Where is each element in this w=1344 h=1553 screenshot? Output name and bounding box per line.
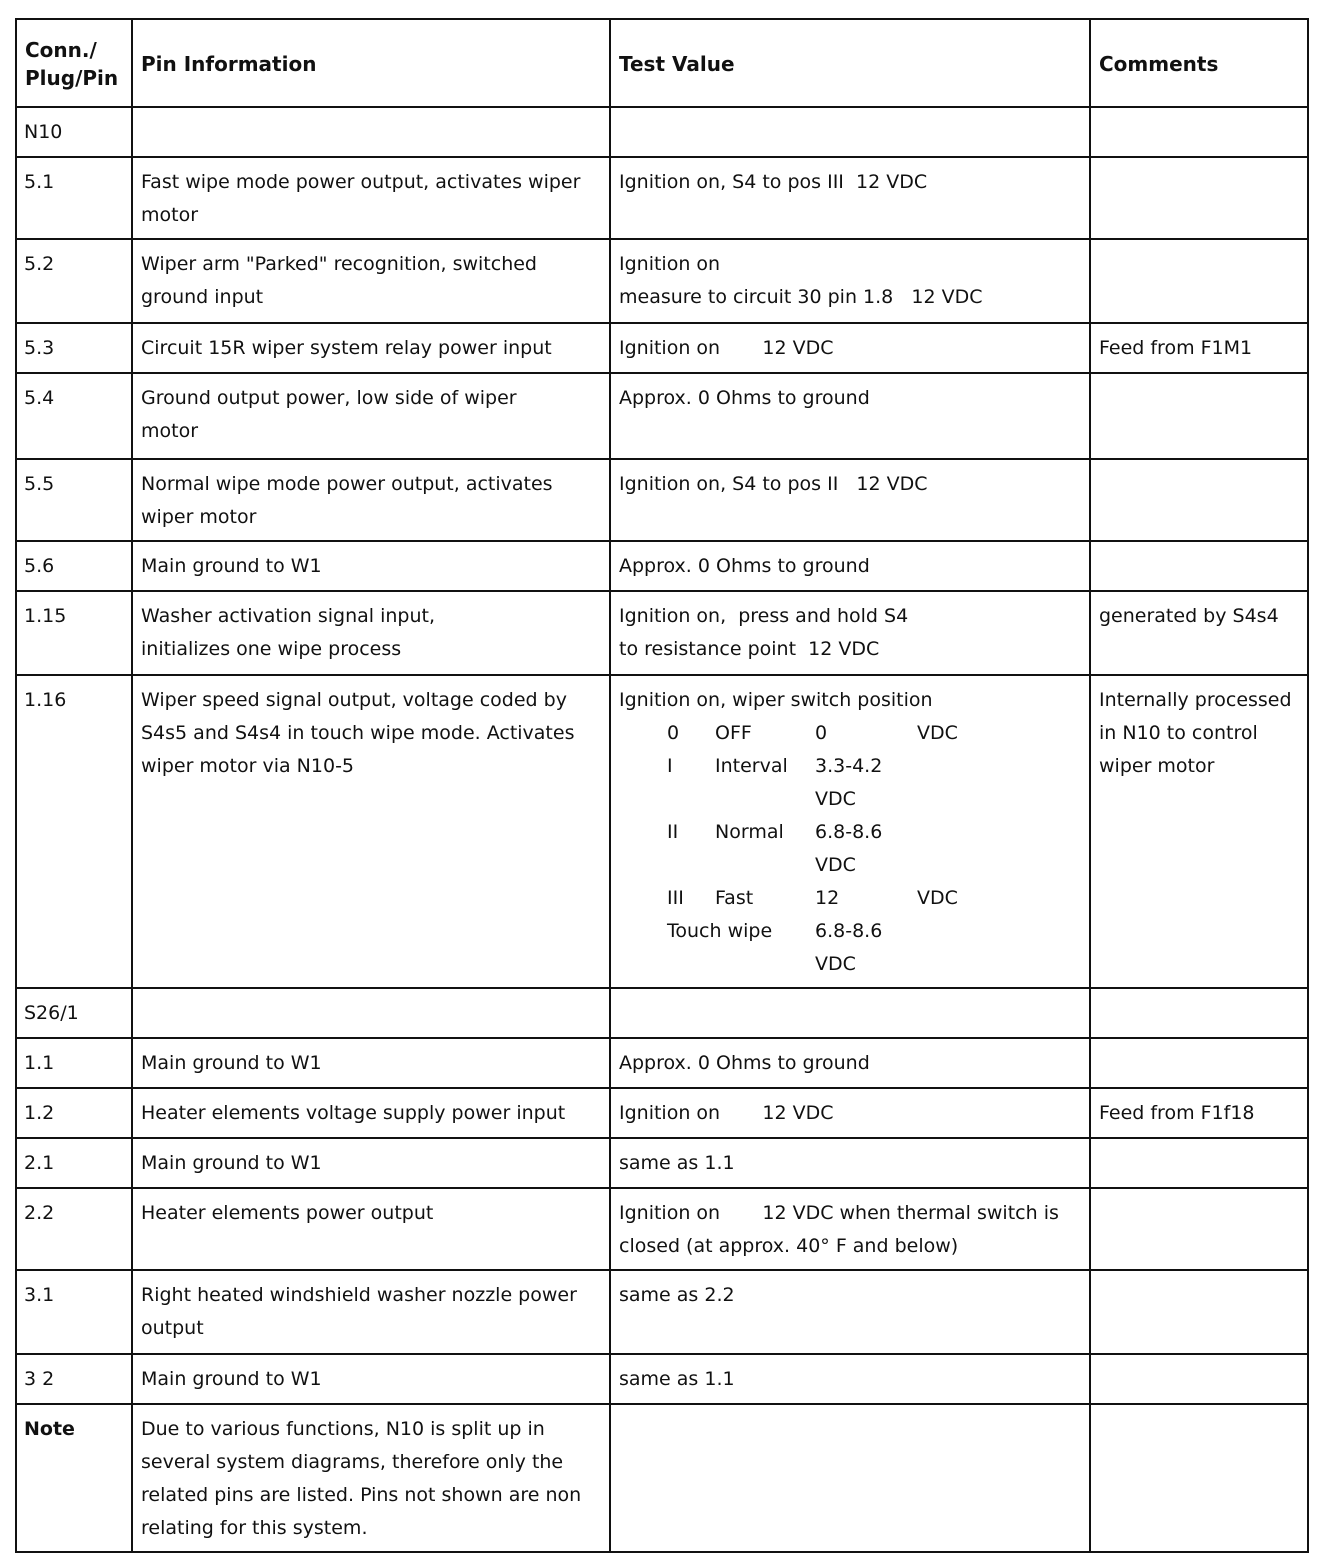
test-value-cell: Ignition on, S4 to pos III 12 VDC <box>610 157 1090 239</box>
switch-position-value: 3.3-4.2 VDC <box>815 755 883 810</box>
comment-cell <box>1090 1138 1308 1188</box>
table-row <box>16 373 1308 459</box>
table-row <box>16 323 1308 373</box>
pin-info-cell: Main ground to W1 <box>132 1354 610 1404</box>
switch-position-unit <box>917 750 963 816</box>
table-row <box>16 675 1308 988</box>
pin-info-cell: Due to various functions, N10 is split up in several system diagrams, therefore only the related pins are listed. Pins not shown are non relating for this system. <box>132 1404 610 1552</box>
header-row <box>16 19 1308 107</box>
comment-cell <box>1090 1038 1308 1088</box>
touch-wipe-label: Touch wipe <box>667 920 773 942</box>
header-conn: Conn./ Plug/Pin <box>16 19 132 107</box>
comment-cell: Feed from F1M1 <box>1090 323 1308 373</box>
table-row <box>16 988 1308 1038</box>
test-value-cell: Approx. 0 Ohms to ground <box>610 373 1090 459</box>
test-value-cell: same as 1.1 <box>610 1138 1090 1188</box>
pin-info-cell: Ground output power, low side of wiper motor <box>132 373 610 459</box>
test-value-cell: Approx. 0 Ohms to ground <box>610 1038 1090 1088</box>
pin-cell: N10 <box>16 107 132 157</box>
test-value-cell: Approx. 0 Ohms to ground <box>610 541 1090 591</box>
switch-position-value: 6.8-8.6 VDC <box>815 821 883 876</box>
pin-info-cell: Heater elements voltage supply power input <box>132 1088 610 1138</box>
comment-cell <box>1090 373 1308 459</box>
comment-cell <box>1090 1188 1308 1270</box>
comment-cell <box>1090 157 1308 239</box>
test-value-cell: Ignition on, press and hold S4 to resistance point 12 VDC <box>610 591 1090 675</box>
pin-info-cell: Right heated windshield washer nozzle power output <box>132 1270 610 1354</box>
switch-position-name: Interval <box>715 755 788 777</box>
header-test-value: Test Value <box>610 19 1090 107</box>
switch-position-name: Fast <box>715 887 754 909</box>
comment-cell <box>1090 239 1308 323</box>
pin-info-cell: Fast wipe mode power output, activates wiper motor <box>132 157 610 239</box>
pin-info-cell: Normal wipe mode power output, activates wiper motor <box>132 459 610 541</box>
pin-info-cell: Circuit 15R wiper system relay power input <box>132 323 610 373</box>
touch-wipe-value: 6.8-8.6 VDC <box>815 920 883 975</box>
switch-position-pos: I <box>667 755 673 777</box>
comment-cell <box>1090 1354 1308 1404</box>
comment-cell <box>1090 988 1308 1038</box>
comment-cell <box>1090 1270 1308 1354</box>
table-row <box>16 1188 1308 1270</box>
comment-cell <box>1090 541 1308 591</box>
pin-info-cell: Main ground to W1 <box>132 1038 610 1088</box>
switch-position-pos: III <box>667 887 684 909</box>
switch-position-value: 12 <box>815 887 840 909</box>
pin-cell: 2.1 <box>16 1138 132 1188</box>
switch-position-pos: 0 <box>667 722 680 744</box>
test-value-cell <box>610 1404 1090 1552</box>
test-value-cell <box>610 107 1090 157</box>
header-pin-info: Pin Information <box>132 19 610 107</box>
pin-info-cell: Wiper speed signal output, voltage coded by S4s5 and S4s4 in touch wipe mode. Activates wiper motor via N10-5 <box>132 675 610 988</box>
test-value-cell: Ignition on 12 VDC <box>610 323 1090 373</box>
pin-cell: 5.6 <box>16 541 132 591</box>
test-value-cell: Ignition on measure to circuit 30 pin 1.8 12 VDC <box>610 239 1090 323</box>
pin-info-table <box>15 18 1309 1553</box>
comment-cell <box>1090 1404 1308 1552</box>
comment-cell <box>1090 107 1308 157</box>
test-value-cell: same as 1.1 <box>610 1354 1090 1404</box>
table-row <box>16 1138 1308 1188</box>
switch-position-unit: VDC <box>917 722 958 744</box>
comment-cell: generated by S4s4 <box>1090 591 1308 675</box>
table-row <box>16 107 1308 157</box>
pin-info-cell: Heater elements power output <box>132 1188 610 1270</box>
table-row <box>16 239 1308 323</box>
pin-cell: 3.1 <box>16 1270 132 1354</box>
switch-position-name: Normal <box>715 821 784 843</box>
test-value-cell: Ignition on 12 VDC <box>610 1088 1090 1138</box>
pin-info-cell <box>132 107 610 157</box>
table-row <box>16 591 1308 675</box>
pin-cell: 3 2 <box>16 1354 132 1404</box>
test-value-cell <box>610 988 1090 1038</box>
table-row <box>16 1038 1308 1088</box>
switch-position-value: 0 <box>815 722 828 744</box>
table-row <box>16 1404 1308 1552</box>
comment-cell <box>1090 459 1308 541</box>
header-comments: Comments <box>1090 19 1308 107</box>
comment-cell: Internally processed in N10 to control wiper motor <box>1090 675 1308 988</box>
test-value-cell: Ignition on, S4 to pos II 12 VDC <box>610 459 1090 541</box>
pin-cell: 1.16 <box>16 675 132 988</box>
table-row <box>16 459 1308 541</box>
switch-position-pos: II <box>667 821 679 843</box>
pin-cell: 5.2 <box>16 239 132 323</box>
pin-info-cell <box>132 988 610 1038</box>
pin-cell: 5.4 <box>16 373 132 459</box>
table-row <box>16 1270 1308 1354</box>
table-row <box>16 1088 1308 1138</box>
pin-cell: 5.3 <box>16 323 132 373</box>
pin-cell: 1.2 <box>16 1088 132 1138</box>
table-row <box>16 1354 1308 1404</box>
pin-info-cell: Main ground to W1 <box>132 1138 610 1188</box>
switch-position-unit <box>917 816 963 882</box>
test-value-cell: Ignition on 12 VDC when thermal switch is closed (at approx. 40° F and below) <box>610 1188 1090 1270</box>
pin-info-cell: Main ground to W1 <box>132 541 610 591</box>
pin-info-cell: Washer activation signal input, initializes one wipe process <box>132 591 610 675</box>
test-value-cell: Ignition on, wiper switch position 0 OFF 0 VDC I Interval 3.3-4.2 VDC II Normal 6.8-8.6 VDC III Fast 12 VDC Touch wipe 6.8-8.6 VDC <box>610 675 1090 988</box>
pin-cell: S26/1 <box>16 988 132 1038</box>
pin-cell: 5.5 <box>16 459 132 541</box>
pin-cell: Note <box>16 1404 132 1552</box>
pin-cell: 5.1 <box>16 157 132 239</box>
table-row <box>16 157 1308 239</box>
switch-position-list <box>619 717 1081 981</box>
switch-position-unit: VDC <box>917 887 958 909</box>
pin-info-cell: Wiper arm "Parked" recognition, switched ground input <box>132 239 610 323</box>
pin-cell: 1.15 <box>16 591 132 675</box>
comment-cell: Feed from F1f18 <box>1090 1088 1308 1138</box>
table-row <box>16 541 1308 591</box>
switch-position-name: OFF <box>715 722 752 744</box>
pin-cell: 1.1 <box>16 1038 132 1088</box>
test-value-cell: same as 2.2 <box>610 1270 1090 1354</box>
pin-cell: 2.2 <box>16 1188 132 1270</box>
